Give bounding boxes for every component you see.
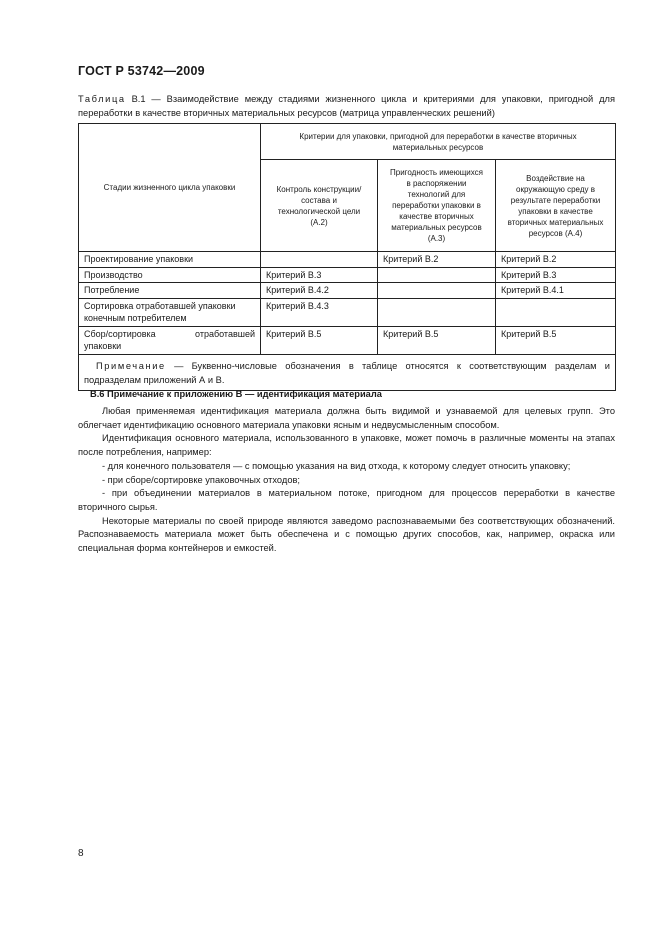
table-note-row — [79, 354, 616, 390]
criterion-cell: Критерий В.4.3 — [261, 298, 378, 326]
criterion-cell — [378, 283, 496, 299]
stage-cell: Потребление — [79, 283, 261, 299]
criterion-cell: Критерий В.5 — [496, 326, 616, 354]
table-header-row — [79, 124, 616, 160]
stage-cell-line: упаковки — [84, 341, 122, 351]
table-caption-label: Таблица — [78, 94, 126, 104]
table-row — [79, 298, 616, 326]
list-item: - для конечного пользователя — с помощью указания на вид отхода, к которому следует относить упаковку; — [102, 460, 571, 471]
stage-cell: Производство — [79, 267, 261, 283]
criterion-cell — [496, 298, 616, 326]
table-row — [79, 267, 616, 283]
note-label: Примечание — [96, 360, 166, 371]
note-text: — Буквенно-числовые обозначения в таблице относятся к соответствующим разделам и подразделам приложений А и В. — [84, 360, 610, 385]
table-row — [79, 326, 616, 354]
decision-matrix-table — [78, 123, 616, 391]
criteria-group-header: Критерии для упаковки, пригодной для переработки в качестве вторичных материальных ресурсов — [261, 124, 616, 160]
criteria-column-header: Воздействие на окружающую среду в результате переработки упаковки в качестве вторичных материальных ресурсов (А.4) — [496, 160, 616, 252]
stage-cell-line: Сбор/сортировка отработавшей — [84, 328, 255, 339]
stage-cell — [79, 298, 261, 326]
section-body — [78, 405, 615, 556]
stage-cell — [79, 326, 261, 354]
criteria-column-header: Контроль конструкции/состава и технологической цели (А.2) — [261, 160, 378, 252]
criterion-cell — [378, 298, 496, 326]
stage-cell-line: конечным потребителем — [84, 313, 187, 323]
table-caption-number: В.1 — [131, 94, 146, 104]
criterion-cell: Критерий В.3 — [261, 267, 378, 283]
list-item: - при сборе/сортировке упаковочных отходов; — [102, 474, 301, 485]
table-note — [79, 354, 616, 390]
document-code: ГОСТ Р 53742—2009 — [78, 64, 205, 78]
table-row — [79, 252, 616, 268]
stage-cell: Проектирование упаковки — [79, 252, 261, 268]
section-heading: В.6 Примечание к приложению В — идентификация материала — [90, 389, 382, 399]
criterion-cell: Критерий В.5 — [378, 326, 496, 354]
page-number: 8 — [78, 848, 84, 859]
table-caption-text: — Взаимодействие между стадиями жизненного цикла и критериями для упаковки, пригодной для переработки в качестве вторичных материальных ресурсов (матрица управленческих решений) — [78, 94, 615, 118]
criterion-cell: Критерий В.2 — [496, 252, 616, 268]
table-caption — [78, 92, 615, 120]
criterion-cell: Критерий В.4.2 — [261, 283, 378, 299]
paragraph: Некоторые материалы по своей природе являются заведомо распознаваемыми без соответствующих обозначений. Распознаваемость материала может быть обеспечена и с помощью других способов, как, например, окраска или специальная форма контейнеров и емкостей. — [78, 515, 615, 554]
list-item: - при объединении материалов в материальном потоке, пригодном для процессов переработки в качестве вторичного сырья. — [78, 488, 615, 512]
criteria-column-header: Пригодность имеющихся в распоряжении технологий для переработки упаковки в качестве вторичных материальных ресурсов (А.3) — [378, 160, 496, 252]
criterion-cell: Критерий В.3 — [496, 267, 616, 283]
paragraph: Идентификация основного материала, использованного в упаковке, может помочь в различные моменты на этапах после потребления, например: — [78, 433, 615, 458]
table-row — [79, 283, 616, 299]
stage-column-header: Стадии жизненного цикла упаковки — [79, 124, 261, 252]
criterion-cell — [378, 267, 496, 283]
stage-cell-line: Сортировка отработавшей упаковки — [84, 300, 236, 311]
paragraph: Любая применяемая идентификация материала должна быть видимой и узнаваемой для целевых групп. Это облегчает идентификацию основного материала упаковки ясным и недвусмысленным способом. — [78, 406, 615, 430]
criterion-cell: Критерий В.2 — [378, 252, 496, 268]
criterion-cell — [261, 252, 378, 268]
criterion-cell: Критерий В.4.1 — [496, 283, 616, 299]
criterion-cell: Критерий В.5 — [261, 326, 378, 354]
